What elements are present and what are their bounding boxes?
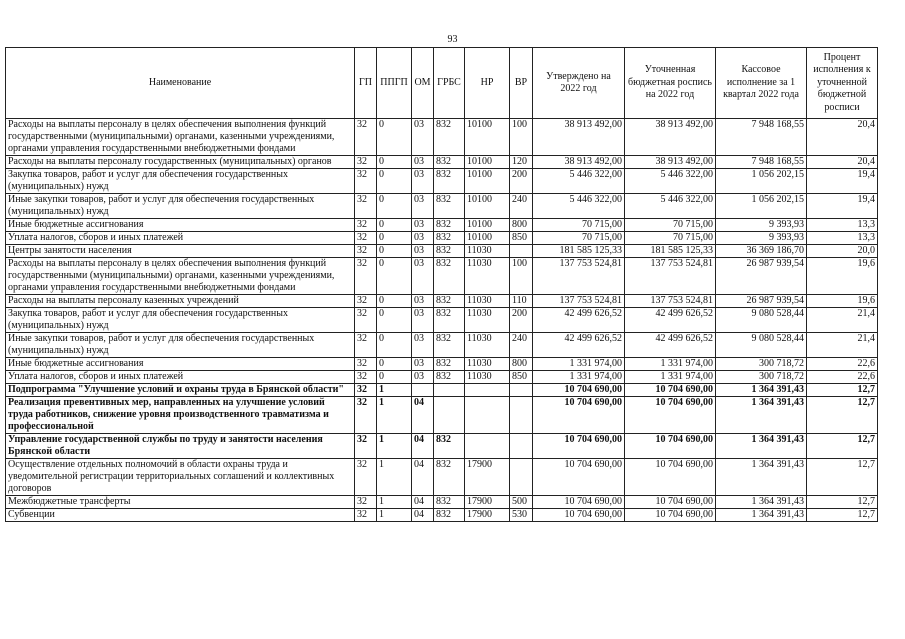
- cell-ppgp: 0: [377, 169, 412, 194]
- table-row: [6, 258, 878, 295]
- cell-vr: [510, 397, 533, 434]
- page-number: 93: [447, 34, 458, 45]
- cell-name: Осуществление отдельных полномочий в области охраны труда и уведомительной регистрации территориальных соглашений и коллективных договоров: [6, 459, 355, 496]
- cell-vr: 100: [510, 119, 533, 156]
- col-header-percent: Процент исполнения к уточненной бюджетной росписи: [807, 48, 878, 119]
- cell-approved: 10 704 690,00: [533, 496, 625, 509]
- cell-nr: 11030: [465, 258, 510, 295]
- cell-approved: 10 704 690,00: [533, 434, 625, 459]
- cell-ppgp: 1: [377, 397, 412, 434]
- cell-ppgp: 0: [377, 245, 412, 258]
- cell-name: Закупка товаров, работ и услуг для обеспечения государственных (муниципальных) нужд: [6, 308, 355, 333]
- cell-cash: 300 718,72: [716, 371, 807, 384]
- cell-name: Центры занятости населения: [6, 245, 355, 258]
- col-header-gp: ГП: [355, 48, 377, 119]
- table-row: [6, 384, 878, 397]
- cell-approved: 10 704 690,00: [533, 459, 625, 496]
- cell-refined: 137 753 524,81: [625, 258, 716, 295]
- cell-refined: 70 715,00: [625, 219, 716, 232]
- cell-gp: 32: [355, 169, 377, 194]
- cell-percent: 19,6: [807, 295, 878, 308]
- cell-refined: 38 913 492,00: [625, 119, 716, 156]
- cell-ppgp: 1: [377, 496, 412, 509]
- cell-refined: 5 446 322,00: [625, 194, 716, 219]
- cell-ppgp: 0: [377, 308, 412, 333]
- cell-gp: 32: [355, 119, 377, 156]
- cell-vr: 110: [510, 295, 533, 308]
- cell-gp: 32: [355, 156, 377, 169]
- cell-om: 03: [412, 371, 434, 384]
- cell-gp: 32: [355, 295, 377, 308]
- cell-gp: 32: [355, 232, 377, 245]
- cell-gp: 32: [355, 245, 377, 258]
- cell-ppgp: 0: [377, 295, 412, 308]
- table-row: [6, 194, 878, 219]
- table-header-row: [6, 48, 878, 119]
- table-row: [6, 371, 878, 384]
- cell-refined: 10 704 690,00: [625, 509, 716, 522]
- cell-nr: [465, 397, 510, 434]
- cell-gp: 32: [355, 194, 377, 219]
- cell-percent: 19,4: [807, 169, 878, 194]
- cell-grbs: 832: [434, 119, 465, 156]
- budget-table: [5, 47, 878, 522]
- cell-approved: 5 446 322,00: [533, 194, 625, 219]
- col-header-om: ОМ: [412, 48, 434, 119]
- cell-grbs: 832: [434, 459, 465, 496]
- cell-ppgp: 0: [377, 358, 412, 371]
- cell-grbs: 832: [434, 496, 465, 509]
- cell-om: [412, 384, 434, 397]
- cell-om: 03: [412, 169, 434, 194]
- cell-approved: 70 715,00: [533, 232, 625, 245]
- table-row: [6, 232, 878, 245]
- cell-percent: 20,0: [807, 245, 878, 258]
- cell-cash: 36 369 186,70: [716, 245, 807, 258]
- cell-gp: 32: [355, 397, 377, 434]
- cell-grbs: 832: [434, 434, 465, 459]
- cell-grbs: 832: [434, 219, 465, 232]
- cell-approved: 10 704 690,00: [533, 397, 625, 434]
- cell-om: 03: [412, 194, 434, 219]
- col-header-grbs: ГРБС: [434, 48, 465, 119]
- cell-nr: 17900: [465, 459, 510, 496]
- cell-refined: 1 331 974,00: [625, 358, 716, 371]
- cell-cash: 9 393,93: [716, 219, 807, 232]
- table-row: [6, 434, 878, 459]
- cell-percent: 12,7: [807, 496, 878, 509]
- cell-nr: 17900: [465, 496, 510, 509]
- cell-grbs: 832: [434, 245, 465, 258]
- cell-cash: 9 080 528,44: [716, 308, 807, 333]
- cell-grbs: 832: [434, 509, 465, 522]
- cell-om: 03: [412, 245, 434, 258]
- cell-vr: [510, 384, 533, 397]
- cell-vr: [510, 434, 533, 459]
- cell-cash: 1 364 391,43: [716, 496, 807, 509]
- cell-refined: 137 753 524,81: [625, 295, 716, 308]
- cell-gp: 32: [355, 459, 377, 496]
- cell-vr: 240: [510, 333, 533, 358]
- cell-grbs: 832: [434, 371, 465, 384]
- col-header-name: Наименование: [6, 48, 355, 119]
- cell-approved: 1 331 974,00: [533, 358, 625, 371]
- cell-vr: [510, 245, 533, 258]
- cell-nr: 10100: [465, 156, 510, 169]
- cell-name: Уплата налогов, сборов и иных платежей: [6, 371, 355, 384]
- cell-percent: 12,7: [807, 434, 878, 459]
- cell-name: Иные бюджетные ассигнования: [6, 358, 355, 371]
- cell-om: 03: [412, 156, 434, 169]
- cell-gp: 32: [355, 371, 377, 384]
- cell-cash: 26 987 939,54: [716, 258, 807, 295]
- cell-gp: 32: [355, 333, 377, 358]
- cell-gp: 32: [355, 384, 377, 397]
- cell-approved: 70 715,00: [533, 219, 625, 232]
- cell-vr: 240: [510, 194, 533, 219]
- table-row: [6, 156, 878, 169]
- cell-name: Закупка товаров, работ и услуг для обеспечения государственных (муниципальных) нужд: [6, 169, 355, 194]
- cell-grbs: [434, 384, 465, 397]
- cell-ppgp: 0: [377, 232, 412, 245]
- col-header-approved: Утверждено на 2022 год: [533, 48, 625, 119]
- cell-ppgp: 0: [377, 219, 412, 232]
- cell-cash: 1 364 391,43: [716, 459, 807, 496]
- cell-om: 03: [412, 308, 434, 333]
- cell-ppgp: 0: [377, 119, 412, 156]
- table-row: [6, 219, 878, 232]
- cell-refined: 10 704 690,00: [625, 434, 716, 459]
- table-row: [6, 397, 878, 434]
- cell-ppgp: 0: [377, 194, 412, 219]
- cell-refined: 10 704 690,00: [625, 397, 716, 434]
- cell-vr: 500: [510, 496, 533, 509]
- cell-approved: 38 913 492,00: [533, 119, 625, 156]
- cell-cash: 1 364 391,43: [716, 434, 807, 459]
- cell-cash: 9 080 528,44: [716, 333, 807, 358]
- table-row: [6, 295, 878, 308]
- cell-name: Иные закупки товаров, работ и услуг для обеспечения государственных (муниципальных) нужд: [6, 194, 355, 219]
- cell-om: 03: [412, 333, 434, 358]
- cell-approved: 181 585 125,33: [533, 245, 625, 258]
- cell-cash: 1 364 391,43: [716, 384, 807, 397]
- cell-ppgp: 0: [377, 371, 412, 384]
- cell-grbs: 832: [434, 358, 465, 371]
- cell-vr: 800: [510, 219, 533, 232]
- cell-om: 04: [412, 397, 434, 434]
- cell-nr: 11030: [465, 245, 510, 258]
- cell-om: 03: [412, 258, 434, 295]
- cell-grbs: 832: [434, 258, 465, 295]
- cell-grbs: 832: [434, 295, 465, 308]
- cell-refined: 10 704 690,00: [625, 496, 716, 509]
- cell-gp: 32: [355, 258, 377, 295]
- cell-cash: 1 056 202,15: [716, 194, 807, 219]
- cell-nr: 10100: [465, 219, 510, 232]
- col-header-vr: ВР: [510, 48, 533, 119]
- cell-gp: 32: [355, 509, 377, 522]
- cell-gp: 32: [355, 308, 377, 333]
- table-row: [6, 333, 878, 358]
- table-row: [6, 496, 878, 509]
- cell-om: 03: [412, 295, 434, 308]
- cell-name: Подпрограмма "Улучшение условий и охраны труда в Брянской области": [6, 384, 355, 397]
- cell-om: 03: [412, 119, 434, 156]
- cell-name: Расходы на выплаты персоналу в целях обеспечения выполнения функций государственными (муниципальными) органами, казенными учреждениями, органами управления государственными внебюджетными фондами: [6, 258, 355, 295]
- cell-name: Расходы на выплаты персоналу государственных (муниципальных) органов: [6, 156, 355, 169]
- cell-name: Иные закупки товаров, работ и услуг для обеспечения государственных (муниципальных) нужд: [6, 333, 355, 358]
- cell-refined: 1 331 974,00: [625, 371, 716, 384]
- cell-refined: 10 704 690,00: [625, 384, 716, 397]
- cell-name: Расходы на выплаты персоналу казенных учреждений: [6, 295, 355, 308]
- cell-nr: 10100: [465, 119, 510, 156]
- table-row: [6, 119, 878, 156]
- cell-percent: 13,3: [807, 219, 878, 232]
- cell-approved: 10 704 690,00: [533, 384, 625, 397]
- cell-gp: 32: [355, 496, 377, 509]
- cell-refined: 70 715,00: [625, 232, 716, 245]
- cell-cash: 1 364 391,43: [716, 509, 807, 522]
- cell-percent: 22,6: [807, 371, 878, 384]
- cell-name: Иные бюджетные ассигнования: [6, 219, 355, 232]
- table-row: [6, 245, 878, 258]
- col-header-refined: Уточненная бюджетная роспись на 2022 год: [625, 48, 716, 119]
- cell-percent: 12,7: [807, 397, 878, 434]
- cell-nr: 11030: [465, 295, 510, 308]
- cell-percent: 13,3: [807, 232, 878, 245]
- cell-nr: 17900: [465, 509, 510, 522]
- cell-percent: 19,4: [807, 194, 878, 219]
- table-row: [6, 509, 878, 522]
- table-row: [6, 358, 878, 371]
- cell-grbs: 832: [434, 156, 465, 169]
- cell-ppgp: 0: [377, 258, 412, 295]
- cell-percent: 21,4: [807, 333, 878, 358]
- cell-approved: 10 704 690,00: [533, 509, 625, 522]
- cell-ppgp: 1: [377, 509, 412, 522]
- cell-percent: 22,6: [807, 358, 878, 371]
- cell-gp: 32: [355, 219, 377, 232]
- cell-percent: 12,7: [807, 459, 878, 496]
- cell-percent: 20,4: [807, 119, 878, 156]
- cell-name: Управление государственной службы по труду и занятости населения Брянской области: [6, 434, 355, 459]
- cell-grbs: 832: [434, 194, 465, 219]
- cell-cash: 300 718,72: [716, 358, 807, 371]
- cell-vr: [510, 459, 533, 496]
- cell-om: 04: [412, 459, 434, 496]
- cell-nr: 11030: [465, 371, 510, 384]
- cell-vr: 200: [510, 308, 533, 333]
- cell-om: 04: [412, 509, 434, 522]
- cell-nr: 10100: [465, 194, 510, 219]
- cell-vr: 530: [510, 509, 533, 522]
- cell-refined: 10 704 690,00: [625, 459, 716, 496]
- cell-vr: 100: [510, 258, 533, 295]
- cell-percent: 21,4: [807, 308, 878, 333]
- col-header-cash: Кассовое исполнение за 1 квартал 2022 года: [716, 48, 807, 119]
- cell-percent: 12,7: [807, 384, 878, 397]
- cell-approved: 38 913 492,00: [533, 156, 625, 169]
- cell-vr: 850: [510, 232, 533, 245]
- cell-ppgp: 0: [377, 333, 412, 358]
- cell-om: 04: [412, 496, 434, 509]
- cell-cash: 26 987 939,54: [716, 295, 807, 308]
- cell-approved: 1 331 974,00: [533, 371, 625, 384]
- col-header-ppgp: ППГП: [377, 48, 412, 119]
- cell-cash: 1 364 391,43: [716, 397, 807, 434]
- cell-approved: 42 499 626,52: [533, 308, 625, 333]
- table-row: [6, 169, 878, 194]
- cell-ppgp: 1: [377, 384, 412, 397]
- cell-cash: 7 948 168,55: [716, 119, 807, 156]
- cell-vr: 120: [510, 156, 533, 169]
- cell-vr: 850: [510, 371, 533, 384]
- cell-cash: 7 948 168,55: [716, 156, 807, 169]
- cell-refined: 42 499 626,52: [625, 308, 716, 333]
- cell-ppgp: 1: [377, 459, 412, 496]
- cell-refined: 5 446 322,00: [625, 169, 716, 194]
- cell-percent: 19,6: [807, 258, 878, 295]
- cell-approved: 42 499 626,52: [533, 333, 625, 358]
- cell-nr: 11030: [465, 308, 510, 333]
- cell-name: Межбюджетные трансферты: [6, 496, 355, 509]
- cell-om: 04: [412, 434, 434, 459]
- col-header-nr: НР: [465, 48, 510, 119]
- cell-percent: 12,7: [807, 509, 878, 522]
- table-row: [6, 459, 878, 496]
- cell-vr: 800: [510, 358, 533, 371]
- cell-vr: 200: [510, 169, 533, 194]
- cell-cash: 9 393,93: [716, 232, 807, 245]
- cell-refined: 38 913 492,00: [625, 156, 716, 169]
- cell-grbs: [434, 397, 465, 434]
- cell-name: Реализация превентивных мер, направленных на улучшение условий труда работников, снижение уровня производственного травматизма и профессиональной: [6, 397, 355, 434]
- cell-grbs: 832: [434, 169, 465, 194]
- cell-name: Расходы на выплаты персоналу в целях обеспечения выполнения функций государственными (муниципальными) органами, казенными учреждениями, органами управления государственными внебюджетными фондами: [6, 119, 355, 156]
- cell-name: Уплата налогов, сборов и иных платежей: [6, 232, 355, 245]
- cell-grbs: 832: [434, 308, 465, 333]
- cell-om: 03: [412, 232, 434, 245]
- cell-ppgp: 1: [377, 434, 412, 459]
- cell-refined: 42 499 626,52: [625, 333, 716, 358]
- cell-nr: 11030: [465, 333, 510, 358]
- table-row: [6, 308, 878, 333]
- cell-approved: 137 753 524,81: [533, 258, 625, 295]
- cell-grbs: 832: [434, 333, 465, 358]
- cell-nr: [465, 384, 510, 397]
- cell-om: 03: [412, 219, 434, 232]
- cell-cash: 1 056 202,15: [716, 169, 807, 194]
- cell-percent: 20,4: [807, 156, 878, 169]
- cell-nr: 10100: [465, 169, 510, 194]
- cell-nr: [465, 434, 510, 459]
- cell-nr: 11030: [465, 358, 510, 371]
- cell-grbs: 832: [434, 232, 465, 245]
- cell-gp: 32: [355, 358, 377, 371]
- cell-name: Субвенции: [6, 509, 355, 522]
- cell-gp: 32: [355, 434, 377, 459]
- cell-refined: 181 585 125,33: [625, 245, 716, 258]
- cell-approved: 5 446 322,00: [533, 169, 625, 194]
- cell-om: 03: [412, 358, 434, 371]
- cell-approved: 137 753 524,81: [533, 295, 625, 308]
- cell-nr: 10100: [465, 232, 510, 245]
- cell-ppgp: 0: [377, 156, 412, 169]
